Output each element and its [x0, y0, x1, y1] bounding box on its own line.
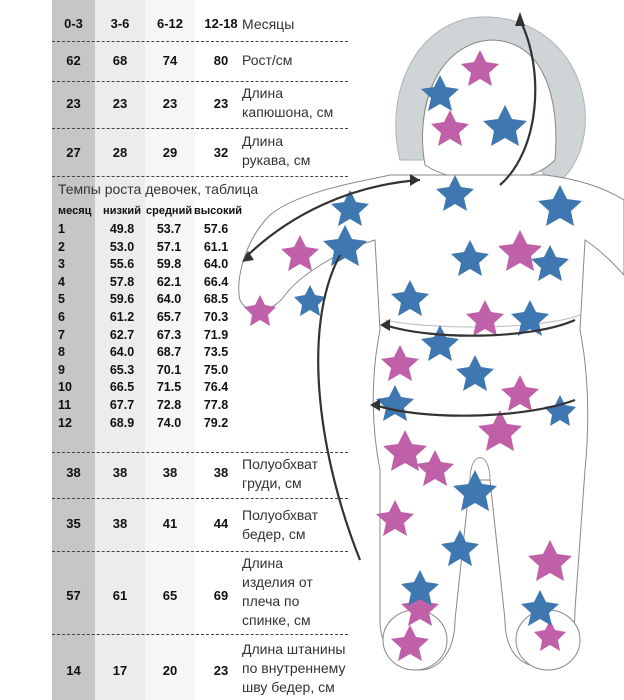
value-cell: 38 [112, 516, 128, 531]
value-cell: 61 [112, 588, 128, 603]
growth-cell: 12 [58, 415, 72, 430]
value-cell: 41 [162, 516, 178, 531]
value-cell: 80 [213, 53, 229, 68]
growth-cell: 57.6 [203, 222, 229, 236]
growth-cell: 61.1 [203, 239, 229, 254]
growth-cell: 2 [58, 239, 65, 254]
value-cell: 65 [162, 588, 178, 603]
value-cell: 17 [112, 663, 128, 678]
value-cell: 23 [213, 663, 229, 678]
growth-cell: 68.5 [203, 292, 229, 307]
growth-cell: 3 [58, 257, 65, 272]
growth-cell: 6 [58, 310, 65, 324]
growth-cell: 71.9 [203, 327, 229, 342]
value-cell: 27 [66, 145, 81, 160]
divider [52, 634, 348, 635]
growth-cell: 64.0 [109, 345, 135, 360]
growth-cell: 5 [58, 292, 65, 307]
value-cell: 38 [162, 465, 178, 480]
growth-cell: 66.5 [109, 380, 135, 395]
row-label: Полуобхват груди, см [242, 456, 319, 491]
size-12-18: 12-18 [204, 16, 238, 31]
growth-cell: 64.0 [203, 257, 229, 272]
growth-cell: 65.3 [109, 362, 135, 377]
growth-cell: 67.3 [156, 327, 182, 342]
months-label: Месяцы [242, 16, 295, 32]
value-cell: 57 [66, 588, 81, 603]
growth-cell: 75.0 [203, 362, 229, 377]
growth-cell: 59.6 [109, 292, 135, 307]
value-cell: 14 [66, 663, 81, 678]
value-cell: 74 [162, 53, 178, 68]
divider [52, 81, 348, 82]
value-cell: 38 [112, 465, 128, 480]
value-cell: 23 [213, 96, 229, 111]
divider [52, 41, 348, 42]
growth-cell: 77.8 [203, 398, 229, 412]
size-0-3: 0-3 [64, 16, 83, 31]
growth-cell: 57.8 [109, 274, 135, 289]
growth-cell: 64.0 [156, 292, 182, 307]
divider [52, 128, 348, 129]
size-6-12: 6-12 [156, 16, 184, 31]
column-header: высокий [194, 205, 243, 217]
growth-cell: 49.8 [109, 222, 135, 236]
value-cell: 38 [213, 465, 229, 480]
value-cell: 29 [162, 145, 178, 160]
growth-cell: 4 [58, 274, 65, 289]
divider [52, 452, 348, 453]
growth-cell: 1 [58, 222, 65, 236]
growth-cell: 53.7 [156, 222, 182, 236]
value-cell: 20 [162, 663, 178, 678]
growth-cell: 70.1 [156, 362, 182, 377]
column-header: низкий [103, 205, 141, 217]
size-3-6: 3-6 [110, 16, 130, 31]
growth-cell: 72.8 [156, 398, 182, 412]
value-cell: 69 [213, 588, 229, 603]
column-header: средний [146, 205, 193, 217]
growth-cell: 62.7 [109, 327, 135, 342]
growth-table-title: Темпы роста девочек, таблица [58, 181, 259, 197]
value-cell: 32 [213, 145, 229, 160]
row-label: Длина штанины по внутреннему шву бедер, см [242, 641, 346, 695]
growth-cell: 11 [58, 398, 72, 412]
growth-cell: 62.1 [156, 274, 182, 289]
growth-cell: 76.4 [203, 380, 229, 395]
growth-cell: 61.2 [109, 310, 135, 324]
growth-cell: 53.0 [109, 239, 135, 254]
divider [52, 551, 348, 552]
growth-cell: 7 [58, 327, 65, 342]
row-label: Рост/см [242, 52, 293, 68]
value-cell: 68 [112, 53, 128, 68]
column-header: месяц [58, 205, 92, 217]
growth-cell: 70.3 [203, 310, 229, 324]
value-cell: 28 [112, 145, 128, 160]
growth-cell: 65.7 [156, 310, 182, 324]
growth-cell: 73.5 [203, 345, 229, 360]
row-label: Длина рукава, см [242, 133, 311, 168]
growth-cell: 59.8 [156, 257, 182, 272]
value-cell: 44 [213, 516, 229, 531]
value-cell: 23 [66, 96, 81, 111]
growth-cell: 10 [58, 380, 72, 395]
row-label: Длина капюшона, см [242, 85, 334, 120]
growth-cell: 57.1 [156, 239, 182, 254]
value-cell: 23 [162, 96, 178, 111]
growth-cell: 74.0 [156, 415, 182, 430]
growth-cell: 9 [58, 362, 65, 377]
value-cell: 62 [66, 53, 81, 68]
growth-cell: 67.7 [109, 398, 135, 412]
growth-cell: 79.2 [203, 415, 229, 430]
growth-cell: 66.4 [203, 274, 229, 289]
value-cell: 38 [66, 465, 81, 480]
growth-cell: 8 [58, 345, 65, 360]
growth-cell: 68.9 [109, 415, 135, 430]
row-label: Полуобхват бедер, см [242, 507, 319, 542]
divider [52, 498, 348, 499]
value-cell: 35 [66, 516, 81, 531]
value-cell: 23 [112, 96, 128, 111]
row-label: Длина изделия от плеча по спинке, см [242, 555, 313, 628]
divider [52, 176, 348, 177]
growth-cell: 55.6 [109, 257, 135, 272]
growth-cell: 68.7 [156, 345, 182, 360]
growth-cell: 71.5 [156, 380, 182, 395]
